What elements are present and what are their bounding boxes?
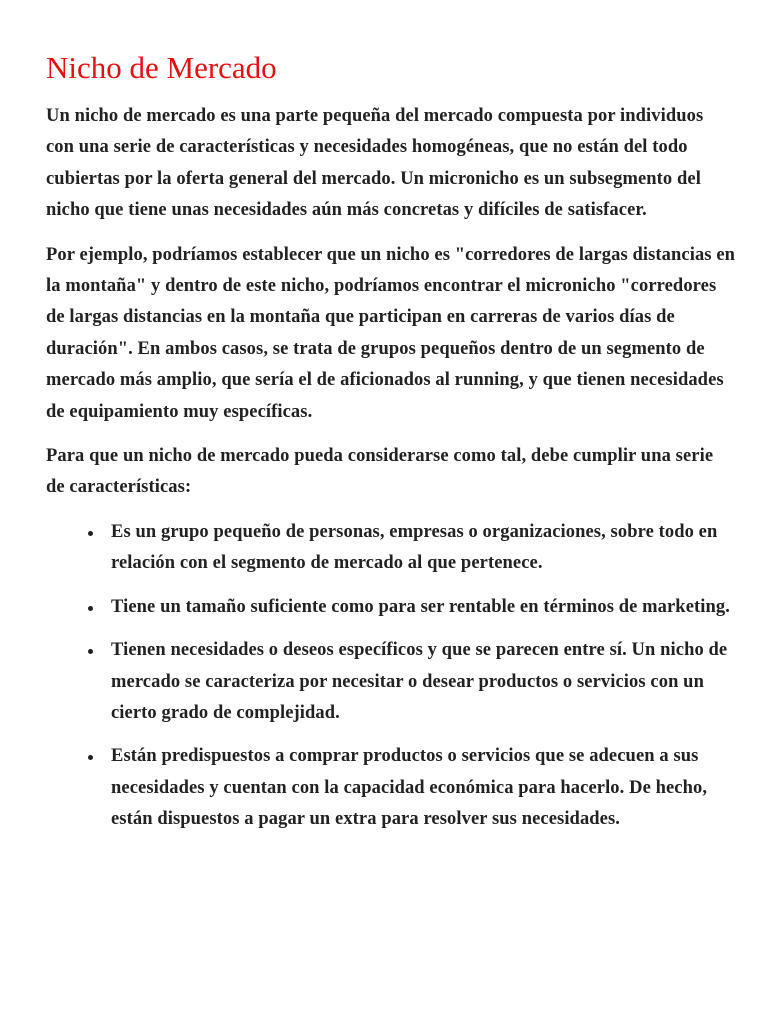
list-item-text: Tienen necesidades o deseos específicos y que se parecen entre sí. Un nicho de mercado se caracteriza por necesitar o desear productos o servicios con un cierto grado de complejidad.: [111, 640, 728, 723]
characteristics-list: [46, 517, 736, 836]
bullet-icon: [88, 606, 93, 611]
page-title: Nicho de Mercado: [46, 50, 277, 85]
paragraph-characteristics-intro: Para que un nicho de mercado pueda considerarse como tal, debe cumplir una serie de características:: [46, 446, 714, 498]
list-item-text: Están predispuestos a comprar productos o servicios que se adecuen a sus necesidades y cuentan con la capacidad económica para hacerlo. De hecho, están dispuestos a pagar un extra para resolver sus necesidades.: [111, 746, 708, 830]
list-item: [46, 517, 736, 580]
document-page: [46, 48, 736, 848]
paragraph-definition: Un nicho de mercado es una parte pequeña del mercado compuesta por individuos con una serie de características y necesidades homogéneas, que no están del todo cubiertas por la oferta general del mercado. Un micronicho es un subsegmento del nicho que tiene unas necesidades aún más concretas y difíciles de satisfacer.: [46, 106, 704, 221]
list-item: [46, 635, 736, 729]
list-item: [46, 741, 736, 835]
list-item: [46, 592, 736, 623]
bullet-icon: [88, 531, 93, 536]
paragraph-example: Por ejemplo, podríamos establecer que un nicho es "corredores de largas distancias en la montaña" y dentro de este nicho, podríamos encontrar el micronicho "corredores de largas distancias en la montaña que participan en carreras de varios días de duración". En ambos casos, se trata de grupos pequeños dentro de un segmento de mercado más amplio, que sería el de aficionados al running, y que tienen necesidades de equipamiento muy específicas.: [46, 244, 736, 422]
list-item-text: Tiene un tamaño suficiente como para ser rentable en términos de marketing.: [111, 596, 730, 617]
list-item-text: Es un grupo pequeño de personas, empresas o organizaciones, sobre todo en relación con el segmento de mercado al que pertenece.: [111, 521, 718, 574]
bullet-icon: [88, 649, 93, 654]
bullet-icon: [88, 755, 93, 760]
